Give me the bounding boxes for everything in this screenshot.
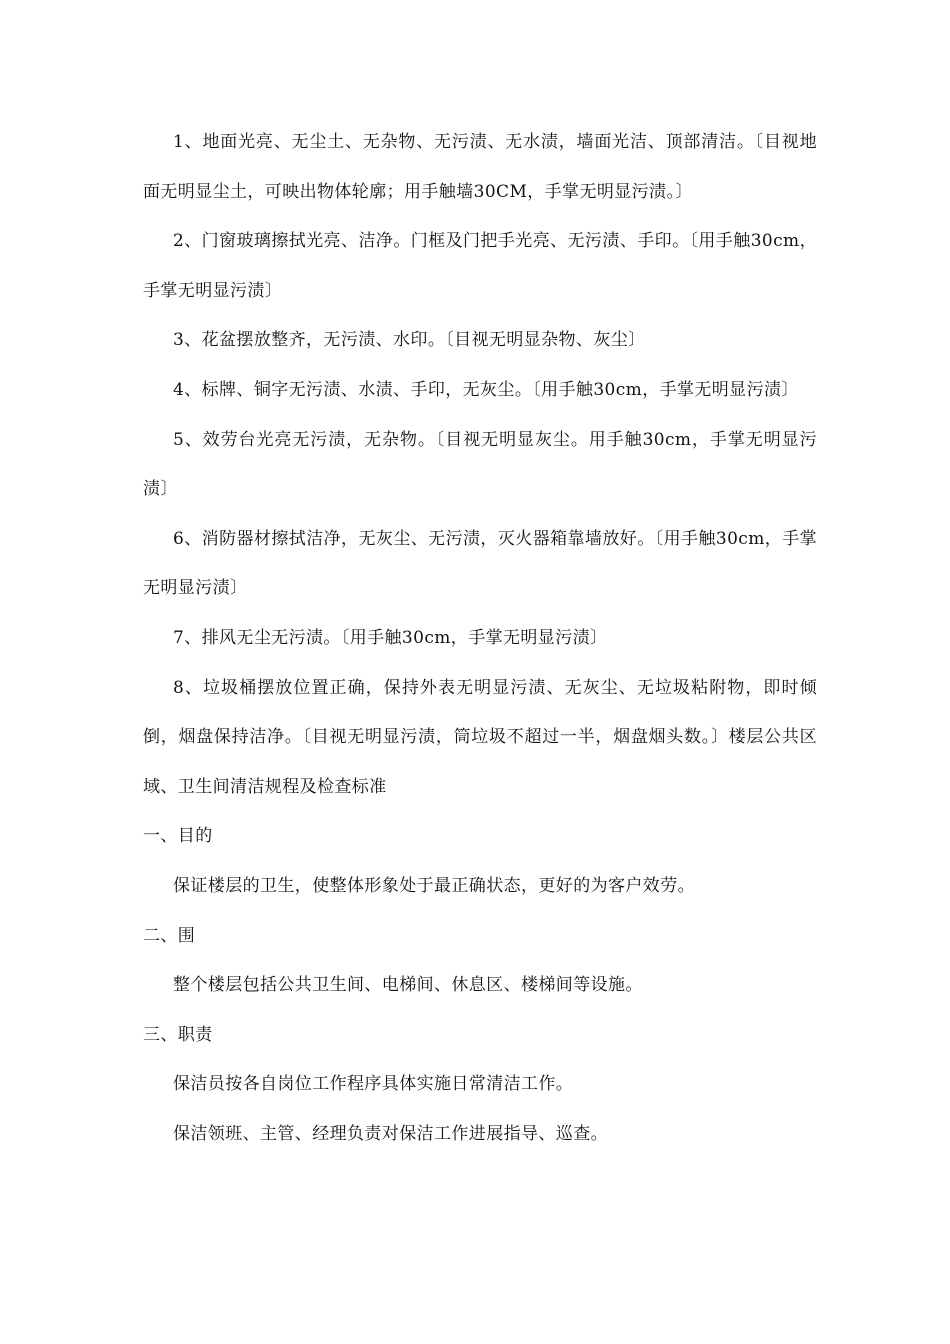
standard-item-1: 1、地面光亮、无尘土、无杂物、无污渍、无水渍，墙面光洁、顶部清洁。〔目视地面无明显尘土，可映出物体轮廓；用手触墙30CM，手掌无明显污渍。〕: [143, 132, 817, 202]
section-heading-scope: 二、围: [143, 925, 196, 946]
standard-item-4: 4、标牌、铜字无污渍、水渍、手印，无灰尘。〔用手触30cm，手掌无明显污渍〕: [173, 379, 799, 400]
standard-item-2: 2、门窗玻璃擦拭光亮、洁净。门框及门把手光亮、无污渍、手印。〔用手触30cm，手掌无明显污渍〕: [143, 231, 817, 301]
document-body: [143, 118, 817, 1159]
standard-item-3: 3、花盆摆放整齐，无污渍、水印。〔目视无明显杂物、灰尘〕: [173, 330, 646, 351]
standard-item-5: 5、效劳台光亮无污渍，无杂物。〔目视无明显灰尘。用手触30cm，手掌无明显污渍〕: [143, 429, 817, 500]
section-body-purpose: 保证楼层的卫生，使整体形象处于最正确状态，更好的为客户效劳。: [173, 875, 695, 896]
section-heading-duties: 三、职责: [143, 1024, 213, 1045]
section-body-duties-2: 保洁领班、主管、经理负责对保洁工作进展指导、巡查。: [173, 1123, 608, 1144]
standard-item-8: 8、垃圾桶摆放位置正确，保持外表无明显污渍、无灰尘、无垃圾粘附物，即时倾倒，烟盘保持洁净。〔目视无明显污渍，筒垃圾不超过一半，烟盘烟头数。〕楼层公共区域、卫生间清洁规程及检查标准: [143, 677, 817, 797]
section-body-duties-1: 保洁员按各自岗位工作程序具体实施日常清洁工作。: [173, 1074, 574, 1095]
section-heading-purpose: 一、目的: [143, 826, 213, 847]
section-body-scope: 整个楼层包括公共卫生间、电梯间、休息区、楼梯间等设施。: [173, 975, 643, 996]
standard-item-7: 7、排风无尘无污渍。〔用手触30cm，手掌无明显污渍〕: [173, 627, 608, 648]
standard-item-6: 6、消防器材擦拭洁净，无灰尘、无污渍，灭火器箱靠墙放好。〔用手触30cm，手掌无明显污渍〕: [143, 528, 817, 599]
